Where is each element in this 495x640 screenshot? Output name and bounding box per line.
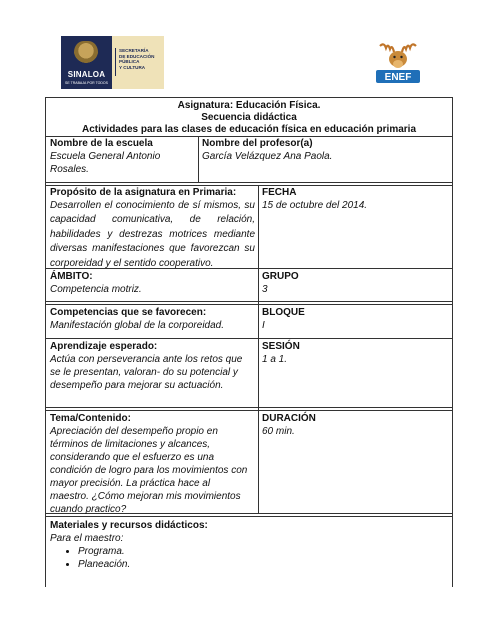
purpose-value: Desarrollen el conocimiento de sí mismos, su capacidad comunicativa, de relación, habilidades y destrezas motrices mediante diversas manifestaciones que favorezcan su corporeidad y el sentido cooperativo. [50,200,255,269]
sesion-cell [262,340,448,366]
row-divider [46,338,452,339]
column-divider [198,136,199,183]
materiales-intro: Para el maestro: [50,533,124,544]
ambito-label: ÁMBITO: [50,271,93,282]
sinaloa-sep-logo [61,36,164,89]
row-divider [46,407,452,408]
sequence-title: Secuencia didáctica [201,112,297,123]
sinaloa-brand-text: SINALOA [67,70,106,79]
row-divider [46,182,452,183]
date-label: FECHA [262,187,297,198]
activities-title: Actividades para las clases de educación física en educación primaria [81,124,417,135]
logo-divider [115,48,116,76]
sinaloa-emblem [61,36,112,89]
duracion-cell [262,412,448,438]
tema-label: Tema/Contenido: [50,413,131,424]
sesion-value: 1 a 1. [262,354,288,365]
bloque-label: BLOQUE [262,307,305,318]
duracion-label: DURACIÓN [262,413,316,424]
didactic-sequence-table [45,97,453,587]
sep-org-text: SECRETARÍA DE EDUCACIÓN PÚBLICA Y CULTURA [119,48,155,70]
teacher-cell [202,137,447,163]
materiales-label: Materiales y recursos didácticos: [50,520,208,531]
competencias-value: Manifestación global de la corporeidad. [50,320,224,331]
column-divider [258,185,259,513]
purpose-cell [50,186,255,271]
aprendizaje-value: Actúa con perseverancia ante los retos que se le presentan, valoran- do su potencial y desempeño para mejorar su actuación. [50,354,243,391]
competencias-label: Competencias que se favorecen: [50,307,207,318]
enef-logo [372,40,424,86]
grupo-label: GRUPO [262,271,299,282]
grupo-cell [262,270,448,296]
list-item: • Programa. [78,545,448,558]
coat-of-arms-icon [74,41,98,69]
row-divider [46,304,452,305]
school-cell [50,137,196,176]
subject-title: Asignatura: Educación Física. [177,100,321,111]
date-value: 15 de octubre del 2014. [262,200,368,211]
aprendizaje-cell [50,340,250,392]
list-item: • Planeación. [78,558,448,571]
table-header [46,98,452,138]
purpose-label: Propósito de la asignatura en Primaria: [50,187,237,198]
grupo-value: 3 [262,284,268,295]
ambito-cell [50,270,255,296]
competencias-cell [50,306,255,332]
enef-logo-text: ENEF [384,72,412,83]
bloque-cell [262,306,448,332]
materiales-cell [50,519,448,571]
row-divider [46,516,452,517]
teacher-label: Nombre del profesor(a) [202,138,313,149]
materiales-list [50,545,448,571]
bloque-value: I [262,320,265,331]
teacher-value: García Velázquez Ana Paola. [202,151,333,162]
tema-value: Apreciación del desempeño propio en términos de limitaciones y alcances, considerando que el esfuerzo es una condición de logro para los movimientos con mayor precisión. La práctica hace al maestro. ¿Cómo mejoran mis movimientos cuando practico? [50,426,248,515]
date-cell [262,186,448,212]
sep-text-block [112,36,164,89]
school-value: Escuela General Antonio Rosales. [50,151,161,175]
school-label: Nombre de la escuela [50,138,153,149]
aprendizaje-label: Aprendizaje esperado: [50,341,158,352]
row-divider [46,410,452,411]
ambito-value: Competencia motriz. [50,284,142,295]
sesion-label: SESIÓN [262,341,300,352]
row-divider [46,301,452,302]
sinaloa-slogan: SE TRABAJA POR TODOS [65,81,108,85]
duracion-value: 60 min. [262,426,295,437]
tema-cell [50,412,250,516]
